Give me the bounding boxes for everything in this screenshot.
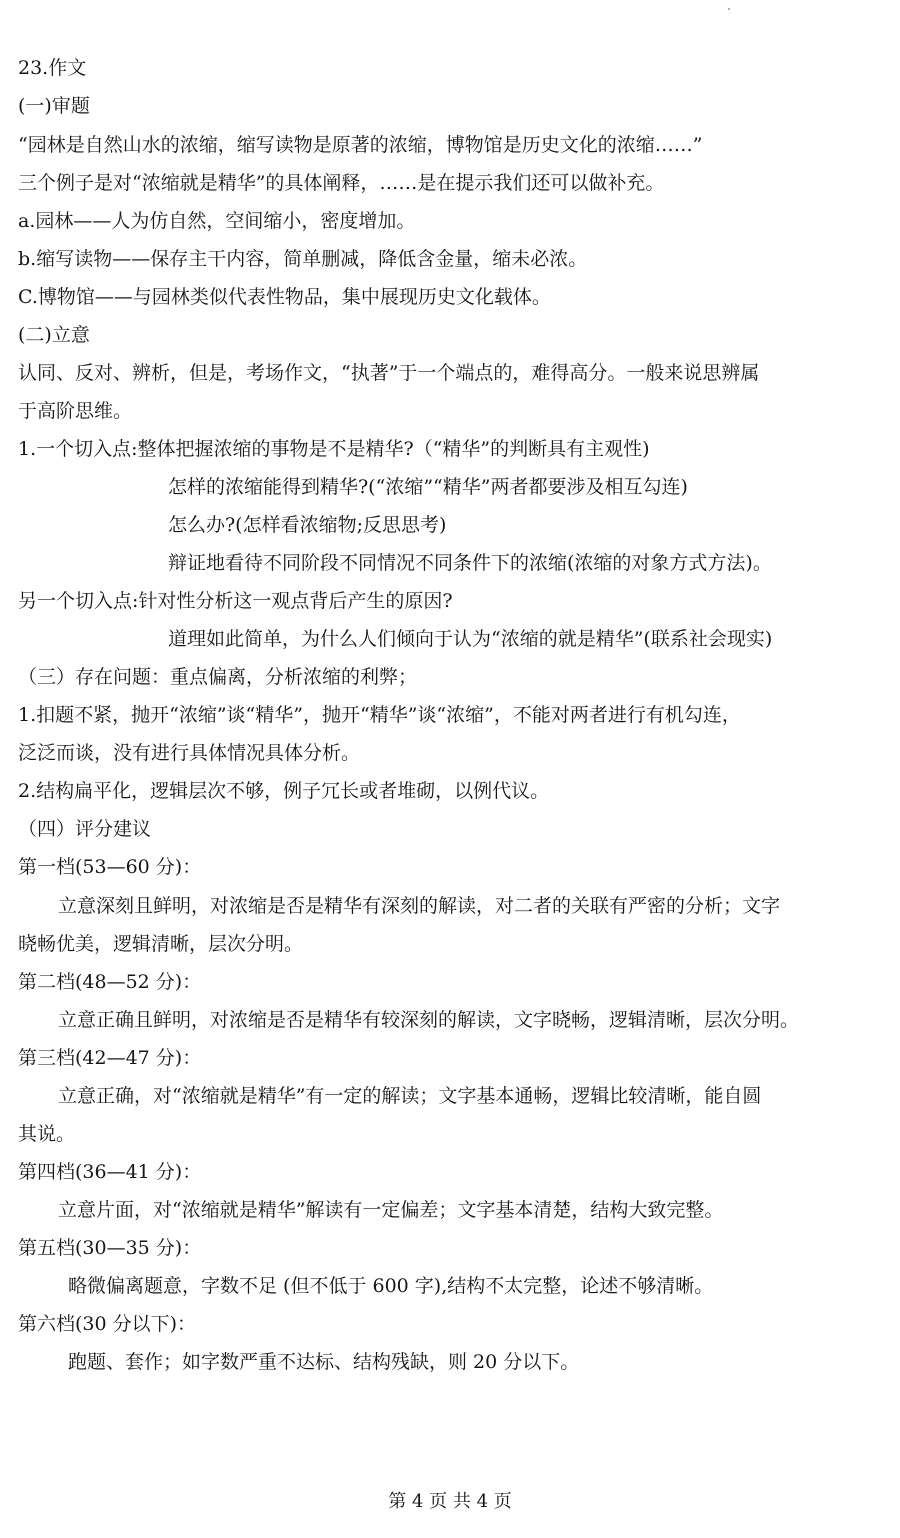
grade-label: 第三档(42—47 分)： (18, 1047, 202, 1069)
grade-label: 第二档(48—52 分)： (18, 971, 202, 993)
section-heading-review: (一)审题 (18, 95, 90, 117)
paragraph-line: 三个例子是对“浓缩就是精华”的具体阐释，……是在提示我们还可以做补充。 (18, 172, 665, 194)
paragraph-line: a.园林——人为仿自然，空间缩小，密度增加。 (18, 210, 416, 232)
paragraph-line: 泛泛而谈，没有进行具体情况具体分析。 (18, 742, 361, 764)
grade-desc: 略微偏离题意，字数不足 (但不低于 600 字),结构不太完整，论述不够清晰。 (68, 1275, 714, 1297)
entry-point-label: 1.一个切入点:整体把握浓缩的事物是不是精华?（“精华”的判断具有主观性) (18, 438, 650, 460)
grade-desc: 立意深刻且鲜明，对浓缩是否是精华有深刻的解读，对二者的关联有严密的分析；文字 (58, 895, 781, 917)
scan-speck (728, 8, 730, 10)
paragraph-line: 2.结构扁平化，逻辑层次不够，例子冗长或者堆砌，以例代议。 (18, 780, 550, 802)
paragraph-line: 认同、反对、辨析，但是，考场作文，“执著”于一个端点的，难得高分。一般来说思辨属 (18, 362, 760, 384)
paragraph-line: 1.扣题不紧，抛开“浓缩”谈“精华”，抛开“精华”谈“浓缩”，不能对两者进行有机勾连， (18, 704, 741, 726)
grade-label: 第一档(53—60 分)： (18, 856, 202, 878)
entry-point-label: 另一个切入点:针对性分析这一观点背后产生的原因? (18, 590, 453, 612)
entry-point-sub: 道理如此简单，为什么人们倾向于认为“浓缩的就是精华”(联系社会现实) (168, 628, 773, 650)
grade-label: 第四档(36—41 分)： (18, 1161, 202, 1183)
entry-point-sub: 怎么办?(怎样看浓缩物;反思思考) (168, 514, 447, 536)
section-heading-intent: (二)立意 (18, 324, 90, 346)
grade-desc: 跑题、套作；如字数严重不达标、结构残缺，则 20 分以下。 (68, 1351, 580, 1373)
paragraph-line: b.缩写读物——保存主干内容，简单删减，降低含金量，缩未必浓。 (18, 248, 588, 270)
grade-label: 第五档(30—35 分)： (18, 1237, 202, 1259)
grade-desc: 立意片面，对“浓缩就是精华”解读有一定偏差；文字基本清楚，结构大致完整。 (58, 1199, 724, 1221)
question-title: 23.作文 (18, 57, 87, 79)
paragraph-line: C.博物馆——与园林类似代表性物品，集中展现历史文化载体。 (18, 286, 551, 308)
quote-line: “园林是自然山水的浓缩，缩写读物是原著的浓缩，博物馆是历史文化的浓缩……” (18, 134, 703, 156)
section-heading-problems: （三）存在问题：重点偏离，分析浓缩的利弊； (18, 666, 418, 688)
page-footer: 第 4 页 共 4 页 (388, 1491, 512, 1512)
entry-point-sub: 辩证地看待不同阶段不同情况不同条件下的浓缩(浓缩的对象方式方法)。 (168, 552, 772, 574)
grade-desc: 立意正确，对“浓缩就是精华”有一定的解读；文字基本通畅，逻辑比较清晰，能自圆 (58, 1085, 762, 1107)
paragraph-line: 于高阶思维。 (18, 400, 133, 422)
grade-desc: 立意正确且鲜明，对浓缩是否是精华有较深刻的解读，文字晓畅，逻辑清晰，层次分明。 (58, 1009, 800, 1031)
grade-desc: 其说。 (18, 1123, 76, 1145)
grade-label: 第六档(30 分以下)： (18, 1313, 197, 1335)
grade-desc: 晓畅优美，逻辑清晰，层次分明。 (18, 933, 304, 955)
entry-point-sub: 怎样的浓缩能得到精华?(“浓缩”“精华”两者都要涉及相互勾连) (168, 476, 688, 498)
section-heading-scoring: （四）评分建议 (18, 818, 152, 840)
